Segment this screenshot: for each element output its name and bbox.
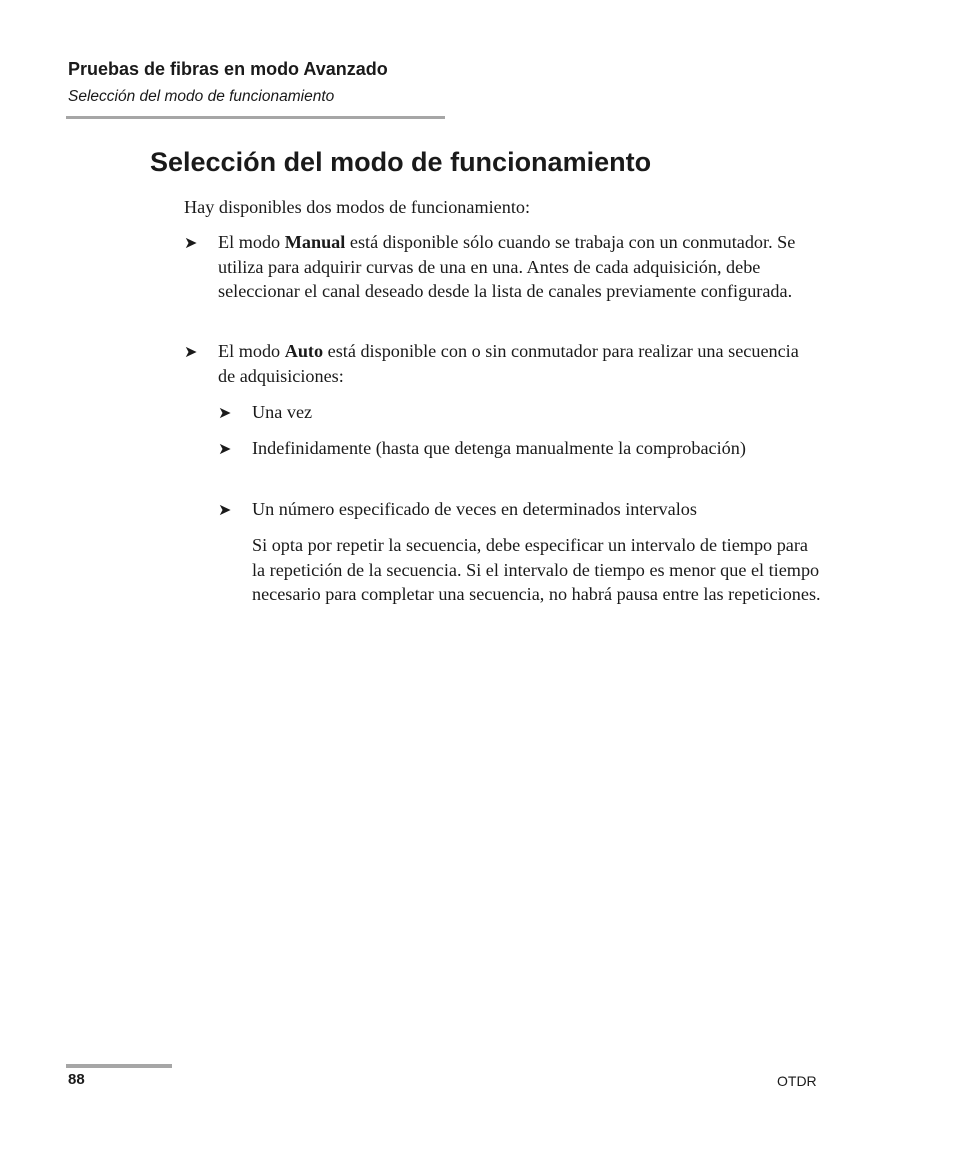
running-header-title: Pruebas de fibras en modo Avanzado [68,59,388,79]
arrow-bullet-icon: ➤ [218,439,232,458]
bold-term: Manual [284,232,346,252]
repeat-interval-paragraph: Si opta por repetir la secuencia, debe especificar un intervalo de tiempo para la repetición de la secuencia. Si el intervalo de tiempo es menor que el tiempo necesario para completar una secuencia, no habrá pausa entre las repeticiones. [252,535,821,604]
footer-divider [66,1064,172,1068]
header-divider [66,116,445,119]
document-name: OTDR [777,1073,817,1089]
bullet-text: El modo Manual está disponible sólo cuando se trabaja con un conmutador. Se utiliza para adquirir curvas de una en una. Antes de cada adquisición, debe seleccionar el canal deseado desde la lista de canales previamente configurada. [218,232,796,301]
intro-paragraph: Hay disponibles dos modos de funcionamiento: [184,197,531,217]
arrow-bullet-icon: ➤ [218,500,232,519]
section-title: Selección del modo de funcionamiento [150,147,652,177]
sub-bullet-text: Un número especificado de veces en determinados intervalos [252,499,697,519]
bold-term: Auto [284,341,324,361]
sub-bullet-text: Una vez [252,402,313,422]
running-header-subtitle: Selección del modo de funcionamiento [68,88,335,105]
arrow-bullet-icon: ➤ [218,403,232,422]
bullet-text: El modo Auto está disponible con o sin conmutador para realizar una secuencia de adquisiciones: [218,341,799,386]
arrow-bullet-icon: ➤ [184,233,198,252]
sub-bullet-text: Indefinidamente (hasta que detenga manualmente la comprobación) [252,438,746,458]
page-number: 88 [68,1071,85,1088]
arrow-bullet-icon: ➤ [184,342,198,361]
